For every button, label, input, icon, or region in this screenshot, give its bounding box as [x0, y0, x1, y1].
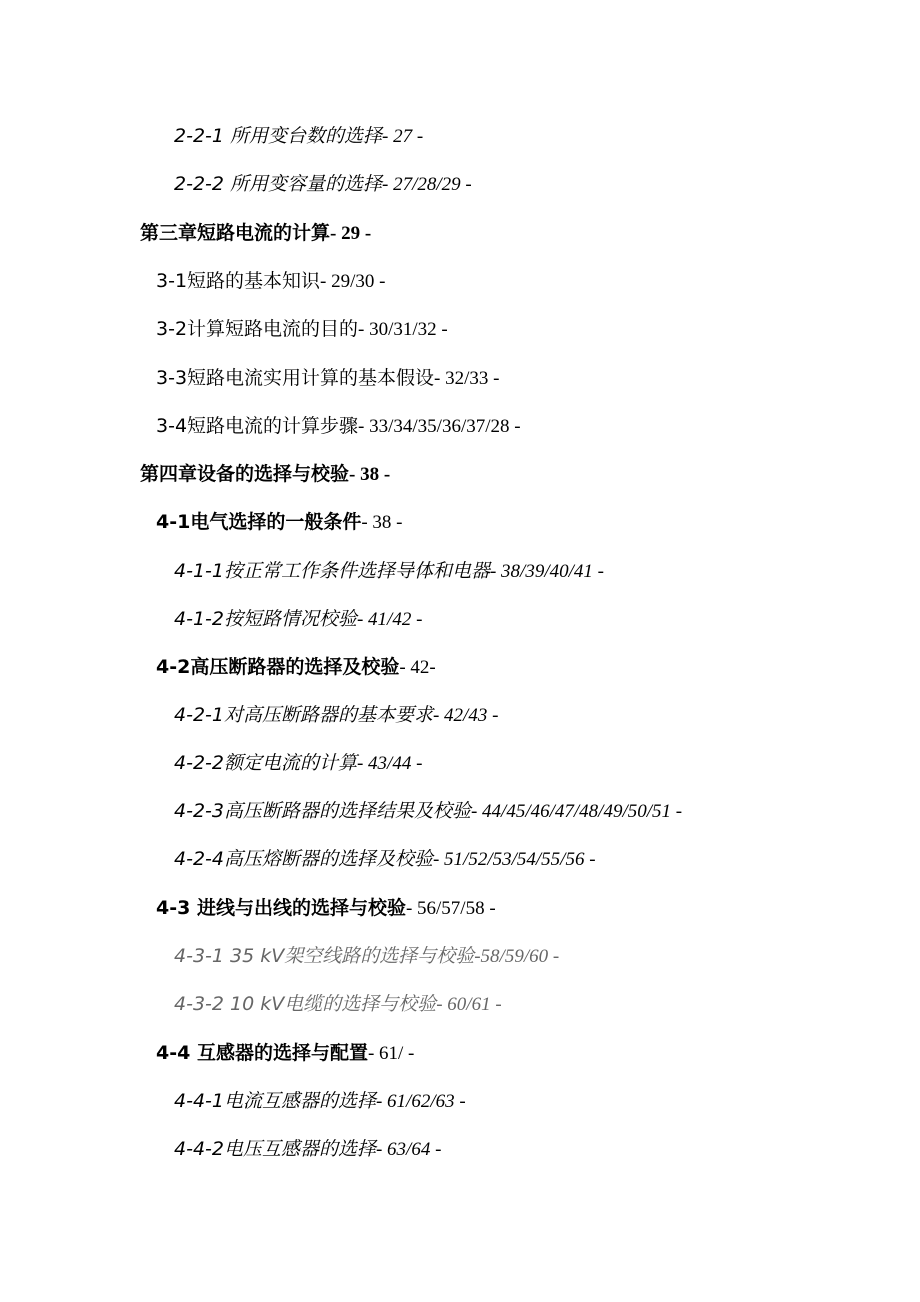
toc-entry-page: - 32/33 - — [434, 368, 500, 389]
toc-entry-4-2-3 — [174, 799, 682, 824]
toc-entry-title: 3-3短路电流实用计算的基本假设 — [156, 367, 435, 389]
toc-entry-3-1 — [156, 269, 385, 294]
toc-entry-3-4 — [156, 414, 521, 439]
toc-entry-4-1-1 — [174, 559, 604, 584]
toc-entry-page: - 38 - — [349, 464, 391, 485]
toc-entry-page: - 56/57/58 - — [405, 898, 496, 919]
toc-entry-4-4-2 — [174, 1137, 441, 1162]
toc-entry-4-2-4 — [174, 847, 596, 872]
toc-entry-title: 3-2计算短路电流的目的 — [156, 318, 359, 340]
toc-entry-3-2 — [156, 317, 448, 342]
toc-entry-4-1 — [156, 510, 402, 535]
toc-entry-page: - 27 - — [382, 126, 424, 147]
toc-entry-4-3-2 — [174, 992, 502, 1017]
toc-entry-4-2-2 — [174, 751, 422, 776]
toc-entry-4-4-1 — [174, 1089, 466, 1114]
toc-entry-page: - 61/ - — [367, 1043, 415, 1064]
toc-entry-page: - 33/34/35/36/37/28 - — [358, 416, 521, 437]
toc-entry-title: 4-2-2额定电流的计算 — [174, 752, 357, 774]
toc-entry-page: - 38 - — [361, 512, 403, 533]
toc-entry-2-2-2 — [174, 172, 472, 197]
toc-entry-page: -58/59/60 - — [474, 946, 560, 967]
toc-entry-4-2-1 — [174, 703, 498, 728]
toc-entry-title: 4-4-1电流互感器的选择 — [174, 1090, 376, 1112]
toc-entry-title: 4-3-1 35 kV架空线路的选择与校验 — [174, 945, 475, 967]
toc-chapter-4 — [140, 462, 390, 487]
toc-chapter-3 — [140, 221, 371, 246]
toc-entry-page: - 29 - — [330, 223, 372, 244]
toc-entry-page: - 44/45/46/47/48/49/50/51 - — [470, 801, 683, 822]
toc-entry-title: 3-4短路电流的计算步骤 — [156, 415, 359, 437]
toc-entry-page: - 63/64 - — [375, 1139, 442, 1160]
toc-entry-page: - 38/39/40/41 - — [489, 561, 604, 582]
toc-entry-2-2-1 — [174, 124, 423, 149]
toc-entry-title: 第三章短路电流的计算 — [140, 222, 331, 244]
toc-entry-4-4 — [156, 1041, 414, 1066]
toc-entry-page: - 27/28/29 - — [382, 174, 472, 195]
toc-entry-page: - 29/30 - — [320, 271, 386, 292]
toc-entry-page: - 61/62/63 - — [375, 1091, 466, 1112]
toc-entry-page: - 30/31/32 - — [358, 319, 448, 340]
toc-entry-4-1-2 — [174, 607, 422, 632]
toc-entry-page: - 43/44 - — [356, 753, 423, 774]
toc-entry-title: 4-2高压断路器的选择及校验 — [156, 656, 400, 678]
toc-entry-page: - 51/52/53/54/55/56 - — [432, 849, 596, 870]
toc-entry-title: 第四章设备的选择与校验 — [140, 463, 350, 485]
toc-entry-title: 4-1电气选择的一般条件 — [156, 511, 362, 533]
toc-entry-page: - 42- — [399, 657, 436, 678]
toc-entry-title: 4-1-1按正常工作条件选择导体和电器 — [174, 560, 490, 582]
toc-entry-title: 4-3-2 10 kV电缆的选择与校验 — [174, 993, 437, 1015]
toc-entry-title: 4-2-1对高压断路器的基本要求 — [174, 704, 433, 726]
toc-entry-4-3-1 — [174, 944, 559, 969]
toc-entry-page: - 41/42 - — [356, 609, 423, 630]
toc-entry-title: 3-1短路的基本知识 — [156, 270, 321, 292]
toc-entry-title: 4-2-4高压熔断器的选择及校验 — [174, 848, 433, 870]
toc-entry-4-3 — [156, 896, 496, 921]
toc-entry-4-2 — [156, 655, 436, 680]
toc-entry-title: 4-4 互感器的选择与配置 — [156, 1042, 368, 1064]
toc-entry-title: 2-2-2 所用变容量的选择 — [174, 173, 383, 195]
toc-entry-3-3 — [156, 366, 499, 391]
toc-entry-page: - 42/43 - — [432, 705, 499, 726]
toc-entry-title: 4-1-2按短路情况校验 — [174, 608, 357, 630]
toc-entry-title: 4-3 进线与出线的选择与校验 — [156, 897, 406, 919]
toc-entry-page: - 60/61 - — [436, 994, 502, 1015]
toc-entry-title: 4-4-2电压互感器的选择 — [174, 1138, 376, 1160]
toc-entry-title: 2-2-1 所用变台数的选择 — [174, 125, 383, 147]
toc-entry-title: 4-2-3高压断路器的选择结果及校验 — [174, 800, 471, 822]
